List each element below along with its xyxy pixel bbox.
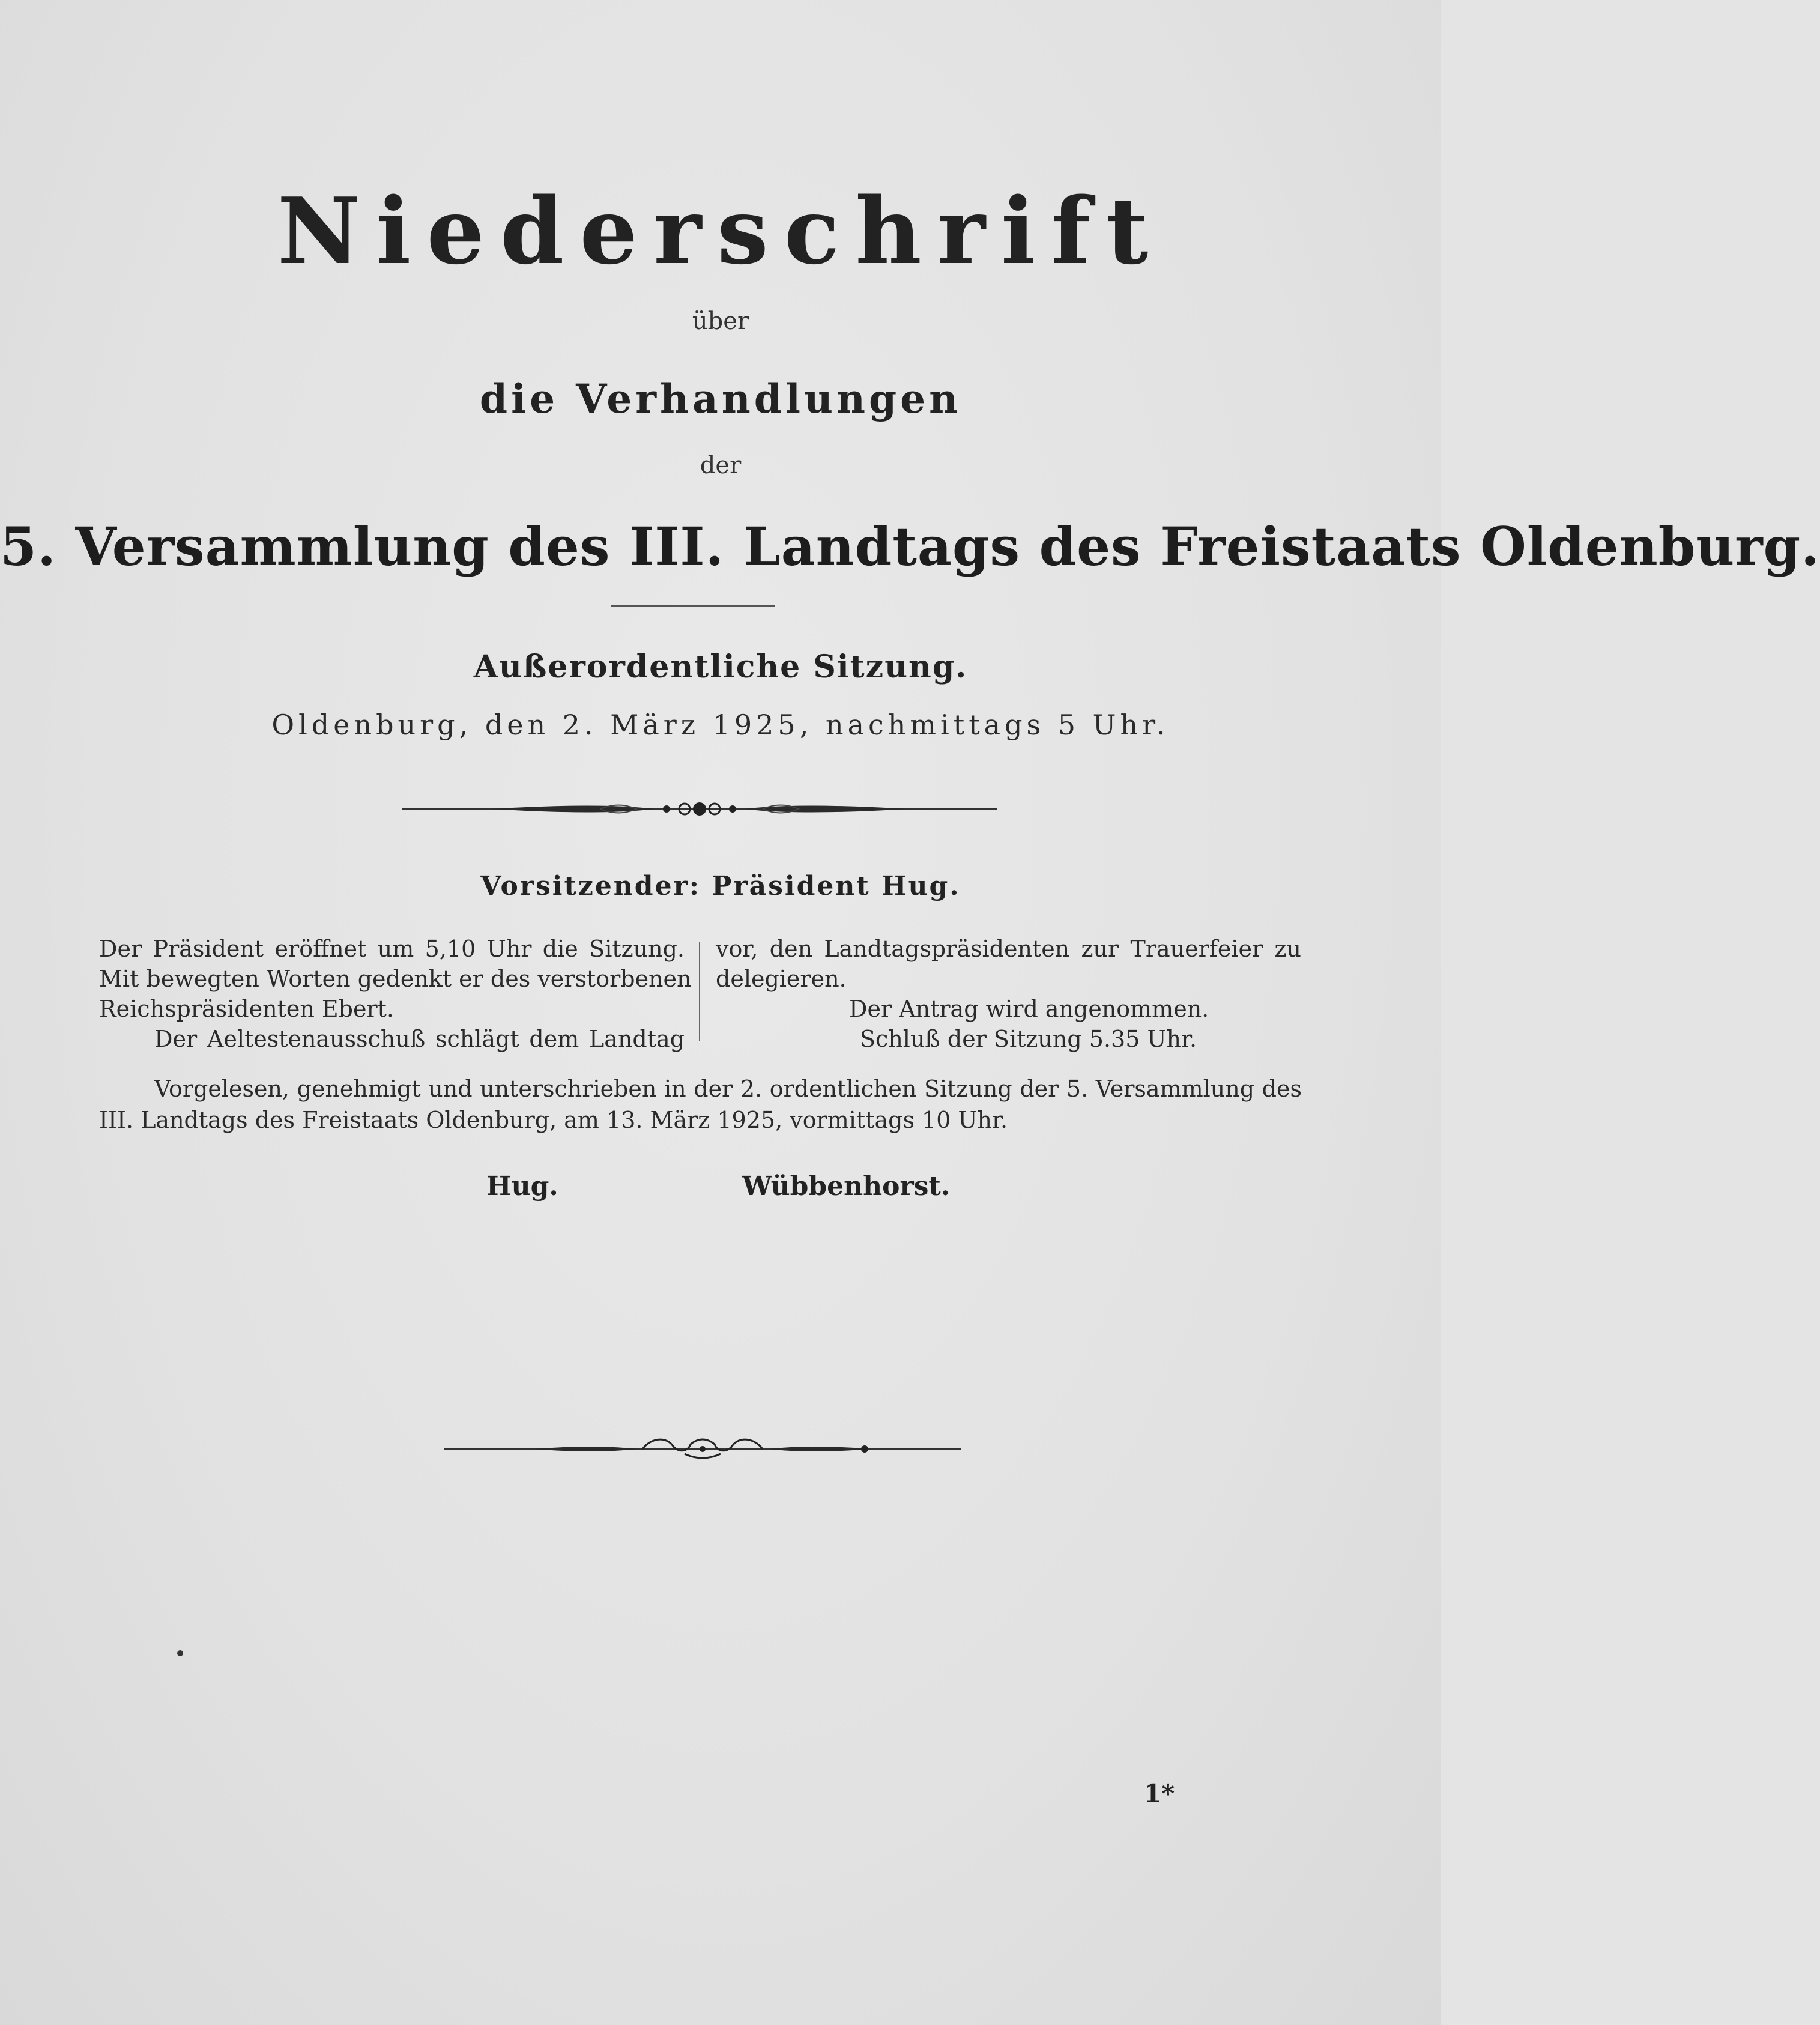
- approval-line-2: III. Landtags des Freistaats Oldenburg, am 13. März 1925, vormittags 10 Uhr.: [99, 1107, 1008, 1133]
- ornament-divider-bottom: [444, 1432, 961, 1466]
- signature-hug: Hug.: [486, 1171, 558, 1202]
- place-date: Oldenburg, den 2. März 1925, nachmittags 5 Uhr.: [271, 709, 1170, 741]
- subtitle-uber: über: [692, 307, 749, 335]
- document-title: Niederschrift: [277, 177, 1164, 285]
- right-line-3: Der Antrag wird angenommen.: [849, 996, 1209, 1022]
- approval-paragraph: [99, 1073, 1302, 1136]
- page-number: 1*: [1144, 1779, 1175, 1808]
- left-line-4: Der Aeltestenausschuß schlägt dem Landtag: [154, 1026, 685, 1052]
- left-column: [99, 934, 692, 1054]
- signature-wuebbenhorst: Wübbenhorst.: [742, 1171, 951, 1202]
- subtitle-der: der: [700, 452, 742, 479]
- left-line-2: Mit bewegten Worten gedenkt er des verstorbenen: [99, 966, 692, 992]
- left-line-3: Reichspräsidenten Ebert.: [99, 996, 394, 1022]
- chairman-line: Vorsitzender: Präsident Hug.: [480, 871, 961, 901]
- assembly-heading: 5. Versammlung des III. Landtags des Freistaats Oldenburg.: [0, 515, 1820, 578]
- ornament-divider-top: [402, 794, 997, 824]
- left-line-1: Der Präsident eröffnet um 5,10 Uhr die Sitzung.: [99, 936, 685, 962]
- right-column: [716, 934, 1301, 1054]
- speck-mark: [177, 1650, 183, 1656]
- subtitle-verhandlungen: die Verhandlungen: [479, 375, 962, 422]
- right-line-1: vor, den Landtagspräsidenten zur Trauerfeier zu: [716, 936, 1301, 962]
- right-line-2: delegieren.: [716, 966, 847, 992]
- right-line-4: Schluß der Sitzung 5.35 Uhr.: [860, 1026, 1197, 1052]
- approval-line-1: Vorgelesen, genehmigt und unterschrieben in der 2. ordentlichen Sitzung der 5. Versammlung des: [154, 1076, 1302, 1102]
- short-divider: [611, 605, 775, 607]
- column-divider: [699, 942, 700, 1041]
- session-type: Außerordentliche Sitzung.: [473, 649, 968, 685]
